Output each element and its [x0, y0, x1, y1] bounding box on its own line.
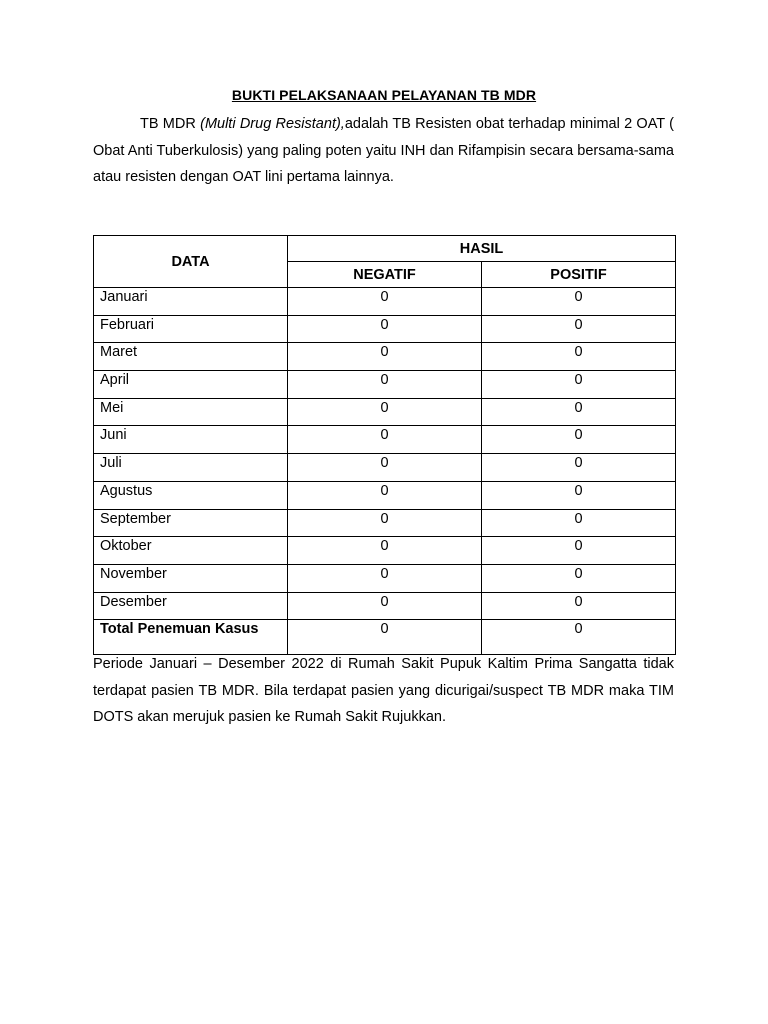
row-label: Februari: [94, 315, 288, 343]
header-negatif: NEGATIF: [288, 262, 482, 288]
row-positif-value: 0: [482, 592, 676, 620]
table-row: [94, 481, 676, 509]
row-negatif-value: 0: [288, 371, 482, 399]
row-label: Desember: [94, 592, 288, 620]
row-negatif-value: 0: [288, 592, 482, 620]
row-label: April: [94, 371, 288, 399]
table-row: [94, 564, 676, 592]
row-negatif-value: 0: [288, 481, 482, 509]
total-row: [94, 620, 676, 655]
row-positif-value: 0: [482, 343, 676, 371]
table-row: [94, 371, 676, 399]
row-positif-value: 0: [482, 426, 676, 454]
row-positif-value: 0: [482, 371, 676, 399]
row-positif-value: 0: [482, 315, 676, 343]
document-title: BUKTI PELAKSANAAN PELAYANAN TB MDR: [231, 87, 537, 103]
row-negatif-value: 0: [288, 288, 482, 316]
row-label: Juni: [94, 426, 288, 454]
total-positif-value: 0: [482, 620, 676, 655]
row-negatif-value: 0: [288, 426, 482, 454]
table-row: [94, 509, 676, 537]
row-negatif-value: 0: [288, 454, 482, 482]
table-row: [94, 454, 676, 482]
table-row: [94, 592, 676, 620]
row-negatif-value: 0: [288, 509, 482, 537]
table-row: [94, 343, 676, 371]
intro-lead: TB MDR: [140, 116, 201, 132]
row-positif-value: 0: [482, 454, 676, 482]
table-row: [94, 537, 676, 565]
table-row: [94, 398, 676, 426]
row-positif-value: 0: [482, 481, 676, 509]
row-negatif-value: 0: [288, 315, 482, 343]
table-row: [94, 288, 676, 316]
row-label: Oktober: [94, 537, 288, 565]
total-negatif-value: 0: [288, 620, 482, 655]
row-label: Maret: [94, 343, 288, 371]
results-table: [93, 235, 676, 655]
header-positif: POSITIF: [482, 262, 676, 288]
row-negatif-value: 0: [288, 564, 482, 592]
header-hasil: HASIL: [288, 236, 676, 262]
intro-body: adalah TB Resisten obat terhadap minimal 2 OAT ( Obat Anti Tuberkulosis) yang paling poten yaitu INH dan Rifampisin secara bersama-sama atau resisten dengan OAT lini pertama lainnya.: [93, 116, 675, 185]
closing-paragraph: Periode Januari – Desember 2022 di Rumah Sakit Pupuk Kaltim Prima Sangatta tidak terdapat pasien TB MDR. Bila terdapat pasien yang dicurigai/suspect TB MDR maka TIM DOTS akan merujuk pasien ke Rumah Sakit Rujukkan.: [93, 656, 674, 725]
row-label: September: [94, 509, 288, 537]
row-positif-value: 0: [482, 509, 676, 537]
row-positif-value: 0: [482, 537, 676, 565]
row-negatif-value: 0: [288, 537, 482, 565]
row-label: November: [94, 564, 288, 592]
row-positif-value: 0: [482, 398, 676, 426]
table-body: [94, 288, 676, 655]
row-negatif-value: 0: [288, 343, 482, 371]
row-negatif-value: 0: [288, 398, 482, 426]
intro-italic-term: (Multi Drug Resistant),: [200, 116, 345, 132]
row-positif-value: 0: [482, 564, 676, 592]
table-row: [94, 315, 676, 343]
total-label: Total Penemuan Kasus: [94, 620, 288, 655]
row-label: Mei: [94, 398, 288, 426]
header-data: DATA: [94, 236, 288, 288]
table-row: [94, 426, 676, 454]
intro-paragraph: [93, 111, 674, 191]
row-positif-value: 0: [482, 288, 676, 316]
row-label: Januari: [94, 288, 288, 316]
row-label: Juli: [94, 454, 288, 482]
row-label: Agustus: [94, 481, 288, 509]
